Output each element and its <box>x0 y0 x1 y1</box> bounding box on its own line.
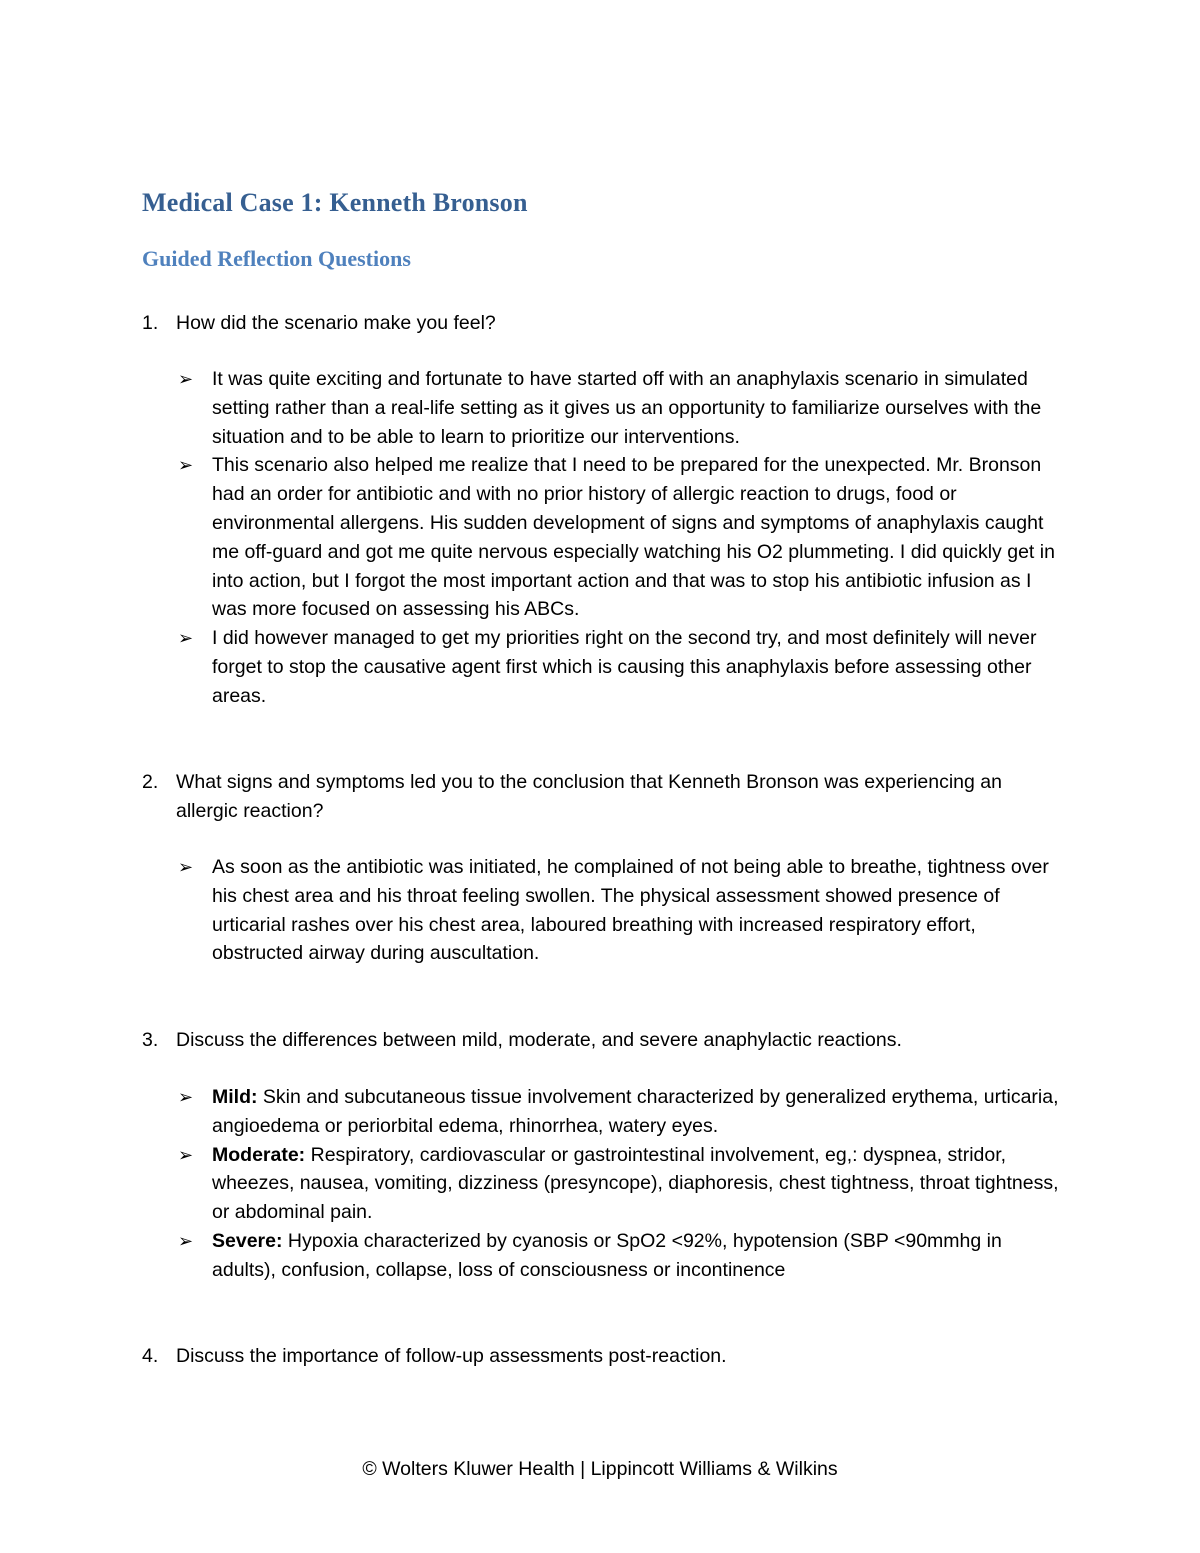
answer-list-1 <box>176 365 1066 711</box>
question-number: 1. <box>142 312 159 334</box>
answer-item-severe <box>176 1227 1066 1285</box>
arrow-bullet-icon: ➢ <box>178 1087 194 1107</box>
arrow-bullet-icon: ➢ <box>178 628 194 649</box>
answer-text: Hypoxia characterized by cyanosis or SpO2 <92%, hypotension (SBP <90mmhg in adults), confusion, collapse, loss of consciousness or incontinence <box>212 1229 1002 1281</box>
answer-list-3 <box>176 1083 1066 1285</box>
question-number: 2. <box>142 771 159 793</box>
answer-text: This scenario also helped me realize that I need to be prepared for the unexpected. Mr. Bronson had an order for antibiotic and with no prior history of allergic reaction to drugs, food or environmental allergens. His sudden development of signs and symptoms of anaphylaxis caught me off-guard and got me quite nervous especially watching his O2 plummeting. I did quickly get in into action, but I forgot the most important action and that was to stop his antibiotic infusion as I was more focused on assessing his ABCs. <box>212 454 1055 621</box>
question-text: What signs and symptoms led you to the conclusion that Kenneth Bronson was experiencing an allergic reaction? <box>176 771 1002 822</box>
answer-list-2 <box>176 853 1066 968</box>
answer-text: As soon as the antibiotic was initiated, he complained of not being able to breathe, tightness over his chest area and his throat feeling swollen. The physical assessment showed presence of urticarial rashes over his chest area, laboured breathing with increased respiratory effort, obstructed airway during auscultation. <box>212 856 1049 965</box>
arrow-bullet-icon: ➢ <box>178 455 194 476</box>
question-2 <box>142 768 1062 826</box>
answer-item <box>176 853 1066 968</box>
answer-text: Skin and subcutaneous tissue involvement characterized by generalized erythema, urticaria, angioedema or periorbital edema, rhinorrhea, watery eyes. <box>212 1086 1059 1137</box>
question-number: 4. <box>142 1345 159 1367</box>
answer-lead: Moderate: <box>212 1143 306 1166</box>
answer-text: Respiratory, cardiovascular or gastrointestinal involvement, eg,: dyspnea, stridor, wheezes, nausea, vomiting, dizziness (presyncope), diaphoresis, chest tightness, throat tightness, or abdominal pain. <box>212 1143 1059 1224</box>
question-4 <box>142 1342 1062 1371</box>
answer-item-mild <box>176 1083 1066 1141</box>
section-subtitle: Guided Reflection Questions <box>142 246 411 271</box>
question-1 <box>142 309 1062 338</box>
answer-lead: Severe: <box>212 1229 283 1252</box>
answer-lead: Mild: <box>212 1086 258 1108</box>
arrow-bullet-icon: ➢ <box>178 1144 194 1165</box>
arrow-bullet-icon: ➢ <box>178 369 194 389</box>
answer-item <box>176 451 1066 624</box>
answer-item-moderate <box>176 1141 1066 1227</box>
answer-item <box>176 624 1066 710</box>
question-3 <box>142 1026 1062 1055</box>
question-text: How did the scenario make you feel? <box>176 312 496 334</box>
question-number: 3. <box>142 1029 159 1051</box>
answer-text: I did however managed to get my priorities right on the second try, and most definitely will never forget to stop the causative agent first which is causing this anaphylaxis before assessing other areas. <box>212 627 1037 707</box>
answer-text: It was quite exciting and fortunate to have started off with an anaphylaxis scenario in simulated setting rather than a real-life setting as it gives us an opportunity to familiarize ourselves with the situation and to be able to learn to prioritize our interventions. <box>212 368 1042 448</box>
arrow-bullet-icon: ➢ <box>178 857 194 877</box>
question-text: Discuss the differences between mild, moderate, and severe anaphylactic reactions. <box>176 1029 902 1051</box>
arrow-bullet-icon: ➢ <box>178 1230 194 1251</box>
page-title: Medical Case 1: Kenneth Bronson <box>142 188 528 217</box>
answer-item <box>176 365 1066 451</box>
page-footer: © Wolters Kluwer Health | Lippincott Williams & Wilkins <box>362 1458 838 1480</box>
question-text: Discuss the importance of follow-up assessments post-reaction. <box>176 1345 727 1367</box>
